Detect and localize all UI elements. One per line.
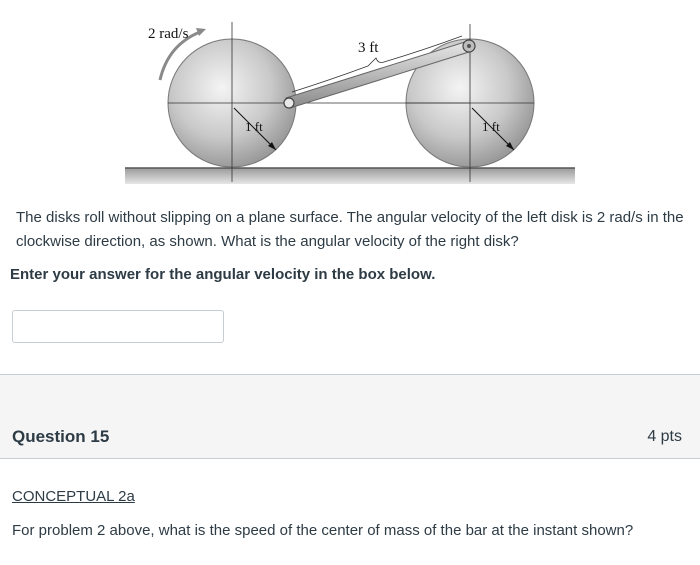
- angular-velocity-label: 2 rad/s: [148, 26, 189, 42]
- question-header: [0, 415, 700, 459]
- question-points: 4 pts: [647, 428, 682, 445]
- question-separator: [0, 374, 700, 416]
- answer-input[interactable]: [12, 310, 224, 343]
- question-prompt: The disks roll without slipping on a plane surface. The angular velocity of the left disk is 2 rad/s in the clockwise direction, as shown. What is the angular velocity of the right disk?: [16, 209, 684, 250]
- disks-and-bar-diagram: [0, 0, 700, 195]
- conceptual-tag: CONCEPTUAL 2a: [12, 488, 135, 505]
- answer-instruction: Enter your answer for the angular velocity in the box below.: [10, 266, 436, 283]
- left-disk: [168, 22, 296, 182]
- bar-length-label: 3 ft: [358, 40, 379, 56]
- question-title: Question 15: [12, 427, 110, 446]
- right-radius-label: 1 ft: [482, 119, 500, 134]
- ground-surface: [125, 168, 575, 184]
- left-radius-label: 1 ft: [245, 119, 263, 134]
- problem-figure: [0, 0, 700, 195]
- question-text: For problem 2 above, what is the speed of the center of mass of the bar at the instant shown?: [12, 522, 634, 539]
